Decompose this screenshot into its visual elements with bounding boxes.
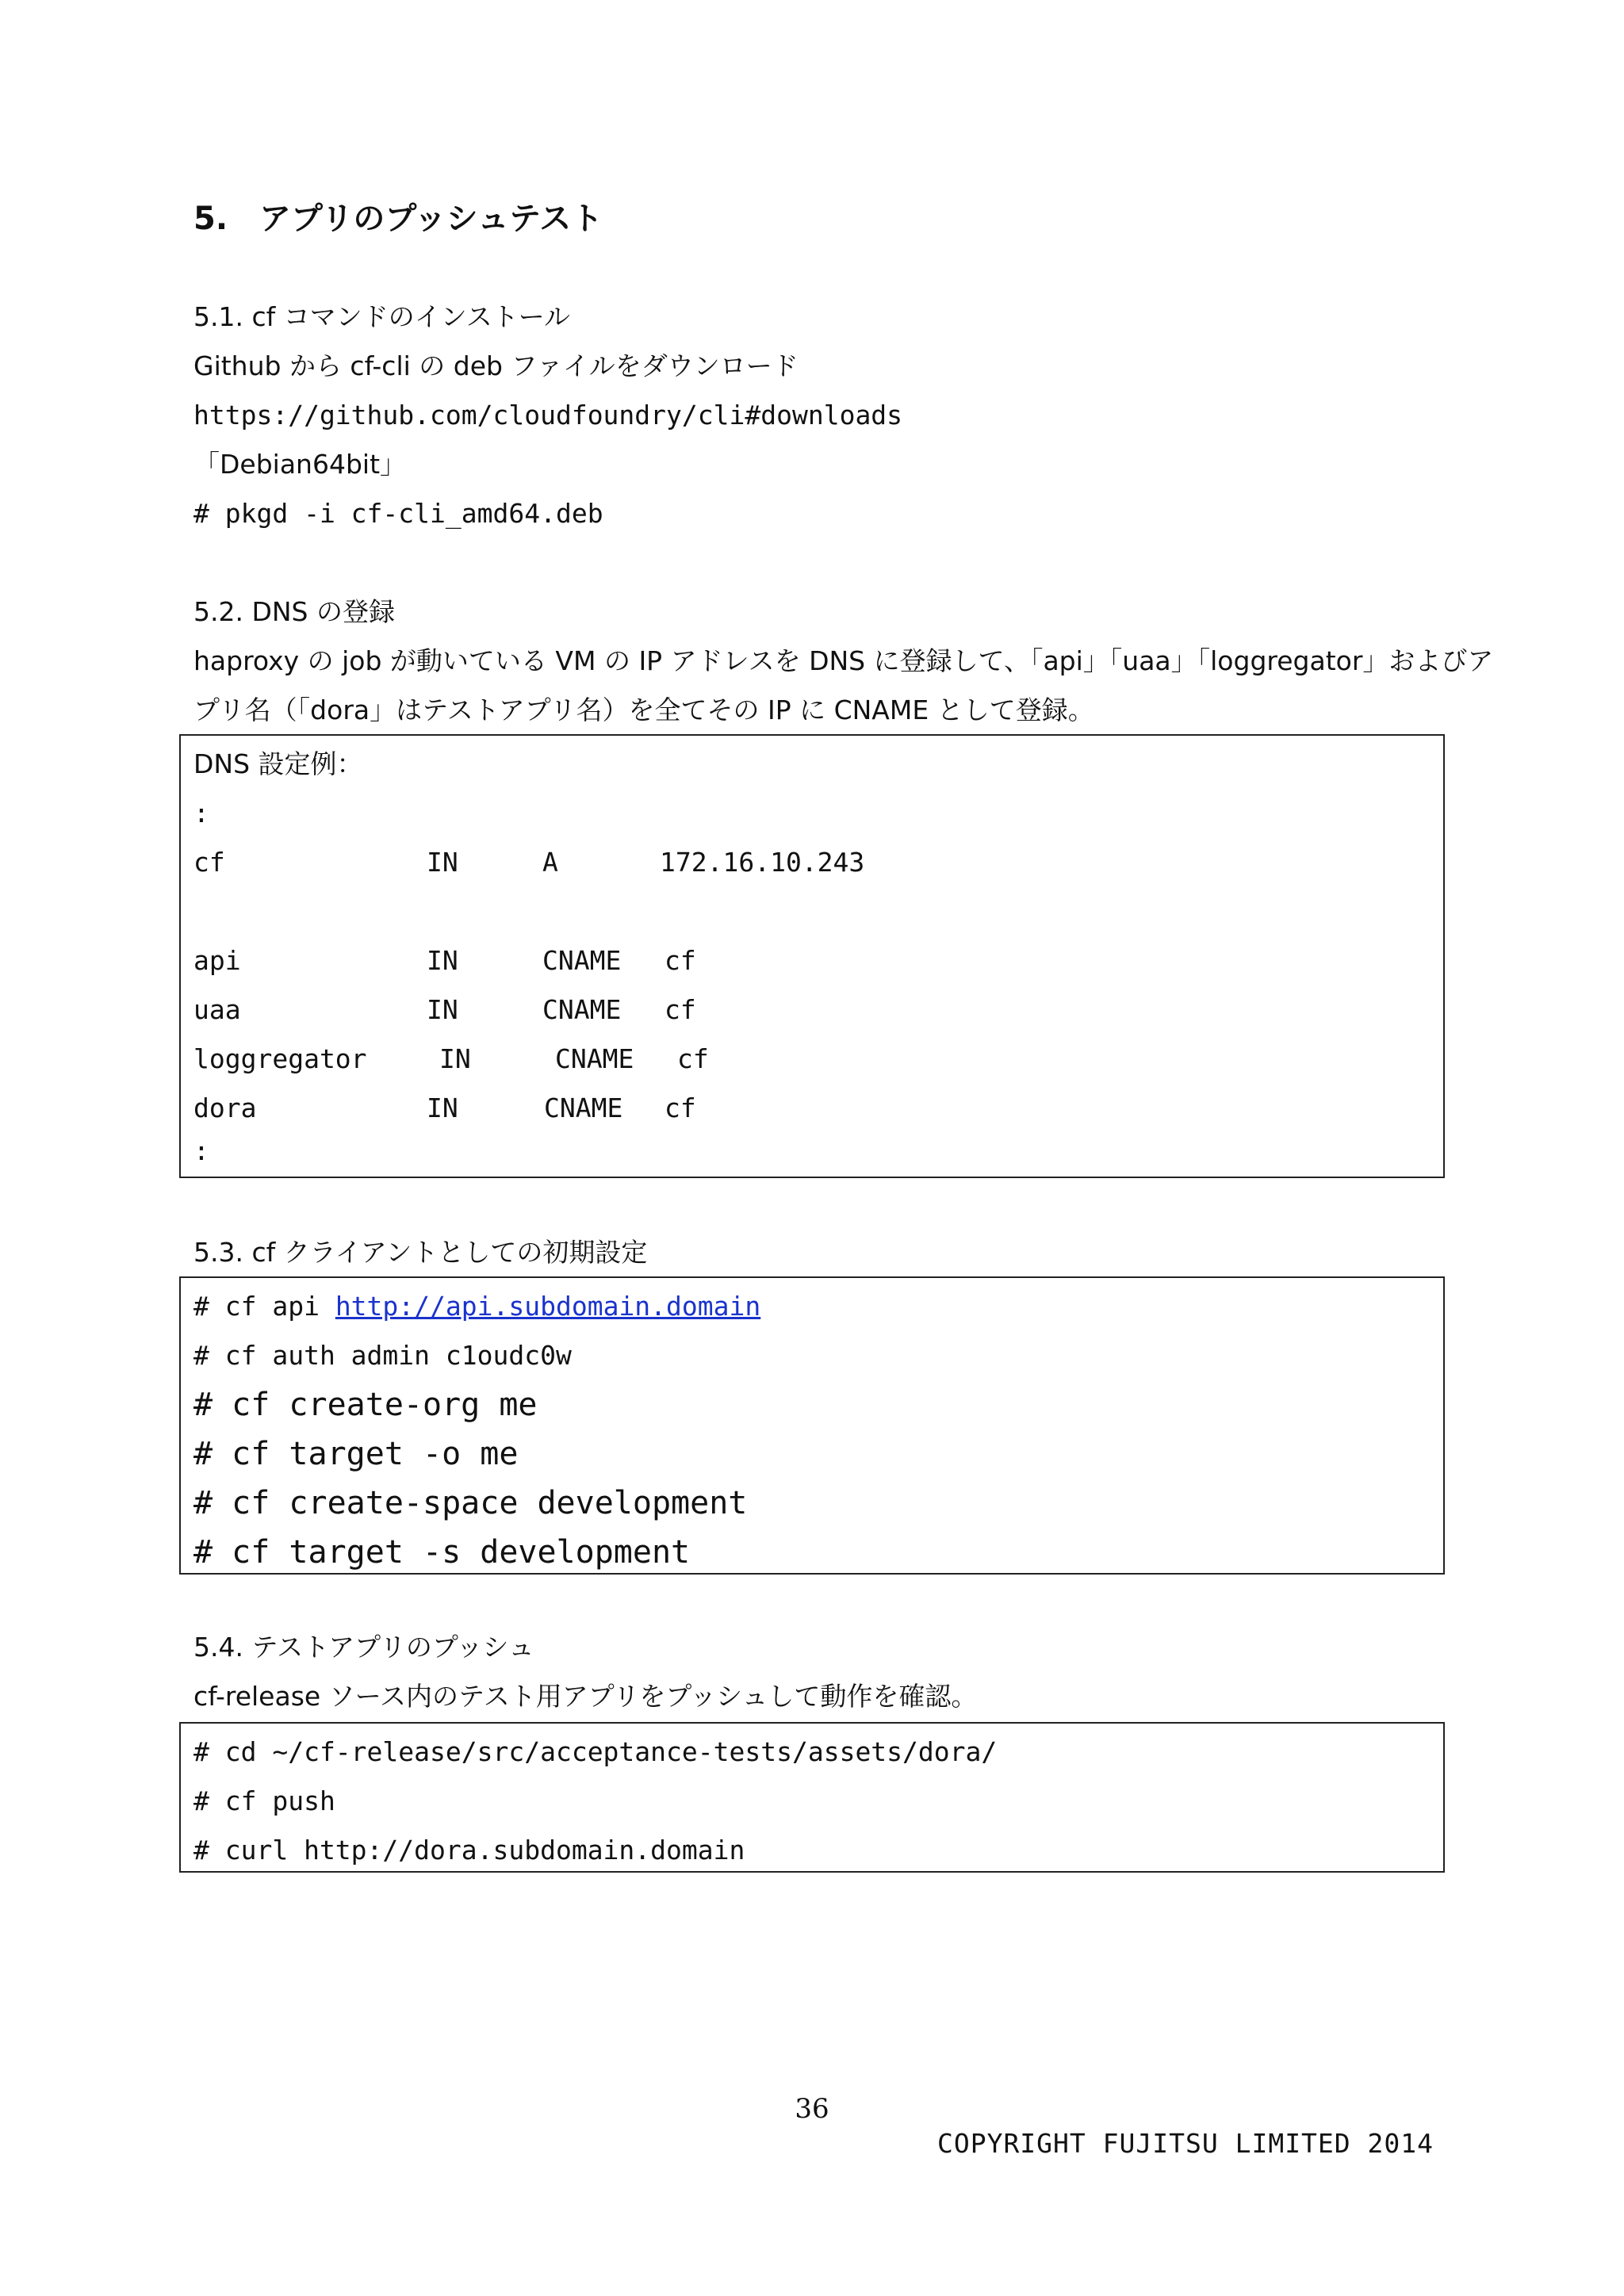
cf-api-command: [193, 1288, 760, 1326]
cf-target-org-command: # cf target -o me: [193, 1436, 519, 1472]
dns-record-name: uaa: [193, 994, 241, 1025]
section-title: 5. アプリのプッシュテスト: [193, 201, 603, 237]
dns-record-name: api: [193, 945, 241, 976]
paragraph-dns-line2: プリ名（「dora」はテストアプリ名）を全てその IP に CNAME として登録。: [193, 695, 1094, 725]
dns-record-row: [193, 844, 1431, 882]
install-command: # pkgd -i cf-cli_amd64.deb: [193, 498, 603, 529]
dns-record-class: IN: [439, 1043, 471, 1074]
cf-target-space-command: # cf target -s development: [193, 1534, 691, 1571]
paragraph-download: Github から cf-cli の deb ファイルをダウンロード: [193, 350, 799, 381]
dns-record-name: dora: [193, 1093, 257, 1123]
dns-config-label: DNS 設定例：: [193, 748, 363, 779]
dns-record-row: [193, 1089, 1431, 1127]
dns-record-class: IN: [427, 945, 458, 976]
dns-record-value: cf: [665, 945, 696, 976]
cd-command: # cd ~/cf-release/src/acceptance-tests/assets/dora/: [193, 1736, 998, 1767]
cf-create-space-command: # cf create-space development: [193, 1485, 748, 1521]
dns-record-value: cf: [665, 994, 696, 1025]
debian-label: 「Debian64bit」: [193, 449, 407, 480]
dns-record-type: CNAME: [542, 994, 622, 1025]
dns-record-type: CNAME: [544, 1093, 623, 1123]
dns-record-row: [193, 991, 1431, 1029]
paragraph-dns-line1: haproxy の job が動いている VM の IP アドレスを DNS に登録して、「api」「uaa」「loggregator」およびア: [193, 645, 1494, 676]
dns-colon-top: :: [193, 798, 209, 828]
dns-colon-bottom: :: [193, 1135, 209, 1166]
api-endpoint-link[interactable]: http://api.subdomain.domain: [335, 1291, 761, 1322]
subsection-heading-5-2: 5.2. DNS の登録: [193, 596, 395, 627]
curl-command: # curl http://dora.subdomain.domain: [193, 1835, 745, 1866]
cf-api-prefix: # cf api: [193, 1291, 335, 1322]
copyright-notice: COPYRIGHT FUJITSU LIMITED 2014: [936, 2128, 1434, 2159]
dns-record-type: CNAME: [542, 945, 622, 976]
dns-record-class: IN: [427, 994, 458, 1025]
download-url: https://github.com/cloudfoundry/cli#downloads: [193, 400, 903, 430]
paragraph-push: cf-release ソース内のテスト用アプリをプッシュして動作を確認。: [193, 1681, 978, 1712]
dns-record-class: IN: [427, 1093, 458, 1123]
dns-config-box: [179, 734, 1445, 1178]
dns-record-value: 172.16.10.243: [660, 847, 865, 878]
dns-record-type: CNAME: [555, 1043, 634, 1074]
dns-record-type: A: [542, 847, 558, 878]
dns-record-value: cf: [677, 1043, 709, 1074]
dns-record-class: IN: [427, 847, 458, 878]
dns-record-row: [193, 942, 1431, 980]
subsection-heading-5-1: 5.1. cf コマンドのインストール: [193, 301, 571, 332]
page-number: 36: [795, 2093, 829, 2125]
dns-record-value: cf: [665, 1093, 696, 1123]
dns-record-name: loggregator: [193, 1043, 367, 1074]
dns-record-name: cf: [193, 847, 225, 878]
subsection-heading-5-4: 5.4. テストアプリのプッシュ: [193, 1632, 534, 1663]
cf-create-org-command: # cf create-org me: [193, 1387, 538, 1423]
cf-push-command: # cf push: [193, 1785, 335, 1816]
subsection-heading-5-3: 5.3. cf クライアントとしての初期設定: [193, 1237, 648, 1268]
dns-record-row: [193, 1040, 1431, 1078]
cf-auth-command: # cf auth admin c1oudc0w: [193, 1340, 572, 1371]
cf-setup-box: [179, 1276, 1445, 1575]
push-commands-box: [179, 1722, 1445, 1873]
